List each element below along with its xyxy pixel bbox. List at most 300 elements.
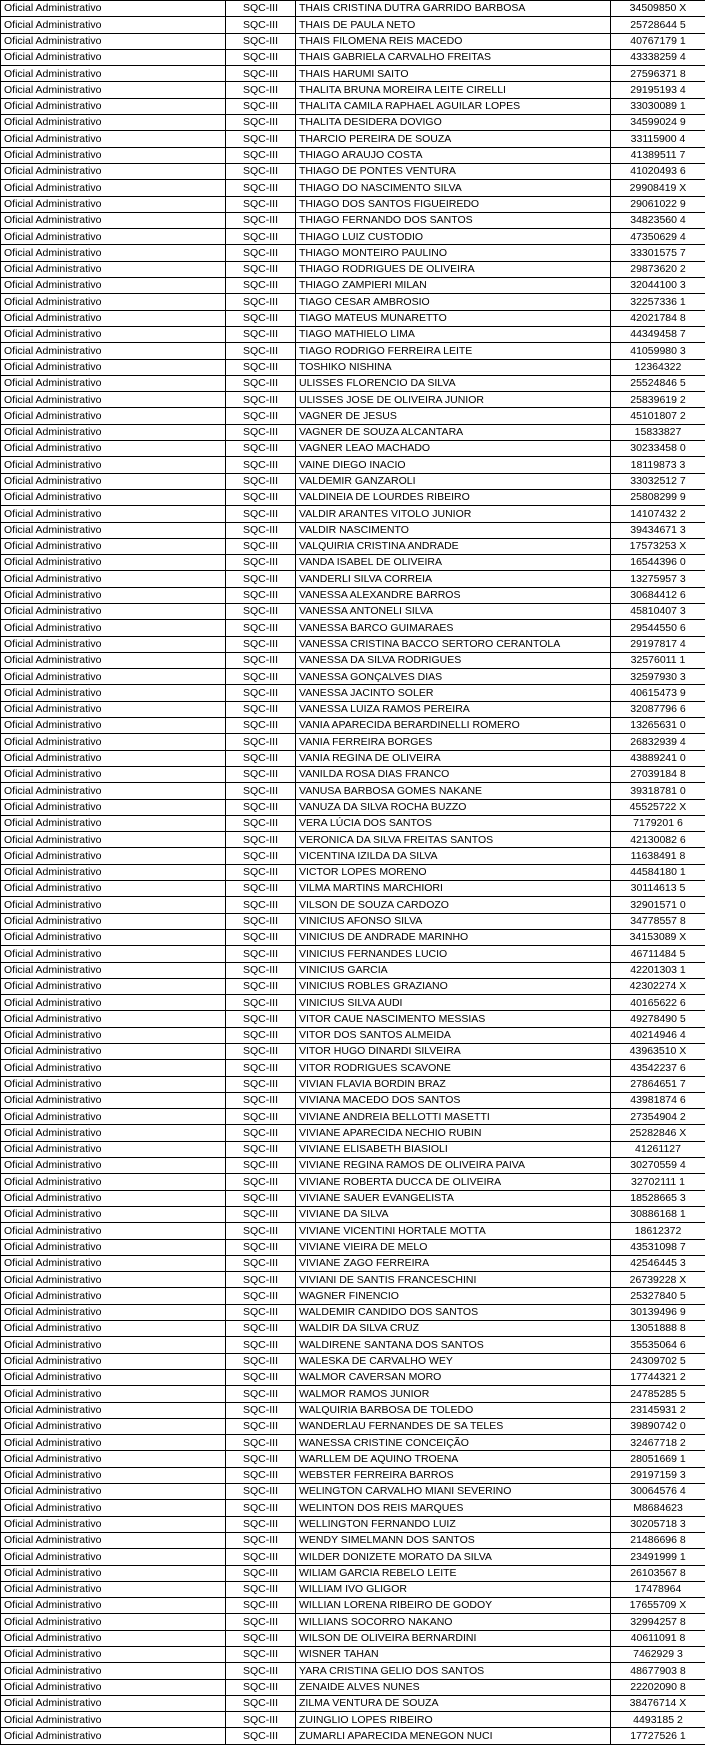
ref-cell: SQC-III	[226, 196, 296, 212]
name-cell: VANDERLI SILVA CORREIA	[296, 571, 611, 587]
name-cell: THIAGO DOS SANTOS FIGUEIREDO	[296, 196, 611, 212]
ref-cell: SQC-III	[226, 1565, 296, 1581]
cargo-cell: Oficial Administrativo	[1, 1484, 226, 1500]
ref-cell: SQC-III	[226, 278, 296, 294]
ref-cell: SQC-III	[226, 1044, 296, 1060]
table-row	[1, 147, 705, 163]
table-row	[1, 1581, 705, 1597]
cargo-cell: Oficial Administrativo	[1, 1223, 226, 1239]
cargo-cell: Oficial Administrativo	[1, 294, 226, 310]
cargo-cell: Oficial Administrativo	[1, 636, 226, 652]
name-cell: THAIS HARUMI SAITO	[296, 66, 611, 82]
table-row	[1, 1239, 705, 1255]
table-row	[1, 1125, 705, 1141]
table-row	[1, 1532, 705, 1548]
table-row	[1, 326, 705, 342]
table-row	[1, 1141, 705, 1157]
ref-cell: SQC-III	[226, 1484, 296, 1500]
table-row	[1, 1500, 705, 1516]
ref-cell: SQC-III	[226, 261, 296, 277]
ref-cell: SQC-III	[226, 424, 296, 440]
rg-cell: 21486696 8	[611, 1532, 705, 1548]
name-cell: ULISSES JOSE DE OLIVEIRA JUNIOR	[296, 392, 611, 408]
name-cell: ZENAIDE ALVES NUNES	[296, 1679, 611, 1695]
rg-cell: 25728644 5	[611, 17, 705, 33]
table-row	[1, 1, 705, 17]
ref-cell: SQC-III	[226, 82, 296, 98]
cargo-cell: Oficial Administrativo	[1, 538, 226, 554]
cargo-cell: Oficial Administrativo	[1, 913, 226, 929]
table-row	[1, 1272, 705, 1288]
name-cell: THARCIO PEREIRA DE SOUZA	[296, 131, 611, 147]
rg-cell: 4493185 2	[611, 1712, 705, 1728]
table-row	[1, 636, 705, 652]
cargo-cell: Oficial Administrativo	[1, 359, 226, 375]
table-row	[1, 701, 705, 717]
table-row	[1, 522, 705, 538]
ref-cell: SQC-III	[226, 1109, 296, 1125]
ref-cell: SQC-III	[226, 929, 296, 945]
ref-cell: SQC-III	[226, 1679, 296, 1695]
rg-cell: 40615473 9	[611, 685, 705, 701]
table-row	[1, 685, 705, 701]
name-cell: ZUMARLI APARECIDA MENEGON NUCI	[296, 1728, 611, 1745]
cargo-cell: Oficial Administrativo	[1, 815, 226, 831]
cargo-cell: Oficial Administrativo	[1, 278, 226, 294]
ref-cell: SQC-III	[226, 1223, 296, 1239]
cargo-cell: Oficial Administrativo	[1, 1728, 226, 1745]
name-cell: WILLIAN LORENA RIBEIRO DE GODOY	[296, 1598, 611, 1614]
name-cell: VANESSA CRISTINA BACCO SERTORO CERANTOLA	[296, 636, 611, 652]
cargo-cell: Oficial Administrativo	[1, 603, 226, 619]
cargo-cell: Oficial Administrativo	[1, 1044, 226, 1060]
cargo-cell: Oficial Administrativo	[1, 1060, 226, 1076]
name-cell: VIVIANA MACEDO DOS SANTOS	[296, 1092, 611, 1108]
cargo-cell: Oficial Administrativo	[1, 1630, 226, 1646]
name-cell: THIAGO DO NASCIMENTO SILVA	[296, 180, 611, 196]
table-row	[1, 1044, 705, 1060]
cargo-cell: Oficial Administrativo	[1, 1532, 226, 1548]
rg-cell: 24309702 5	[611, 1353, 705, 1369]
ref-cell: SQC-III	[226, 603, 296, 619]
table-row	[1, 1206, 705, 1222]
ref-cell: SQC-III	[226, 33, 296, 49]
rg-cell: M8684623	[611, 1500, 705, 1516]
rg-cell: 45101807 2	[611, 408, 705, 424]
rg-cell: 32994257 8	[611, 1614, 705, 1630]
name-cell: ZILMA VENTURA DE SOUZA	[296, 1695, 611, 1711]
rg-cell: 27596371 8	[611, 66, 705, 82]
rg-cell: 29195193 4	[611, 82, 705, 98]
ref-cell: SQC-III	[226, 359, 296, 375]
rg-cell: 40214946 4	[611, 1027, 705, 1043]
name-cell: VANESSA DA SILVA RODRIGUES	[296, 652, 611, 668]
table-row	[1, 1728, 705, 1745]
name-cell: VALDIR ARANTES VITOLO JUNIOR	[296, 506, 611, 522]
table-row	[1, 310, 705, 326]
cargo-cell: Oficial Administrativo	[1, 1418, 226, 1434]
name-cell: VICTOR LOPES MORENO	[296, 864, 611, 880]
ref-cell: SQC-III	[226, 538, 296, 554]
name-cell: WALDEMIR CANDIDO DOS SANTOS	[296, 1304, 611, 1320]
table-row	[1, 1060, 705, 1076]
rg-cell: 39318781 0	[611, 783, 705, 799]
cargo-cell: Oficial Administrativo	[1, 1174, 226, 1190]
rg-cell: 22202090 8	[611, 1679, 705, 1695]
ref-cell: SQC-III	[226, 1581, 296, 1597]
table-row	[1, 1321, 705, 1337]
rg-cell: 41389511 7	[611, 147, 705, 163]
rg-cell: 30205718 3	[611, 1516, 705, 1532]
rg-cell: 30270559 4	[611, 1158, 705, 1174]
rg-cell: 29197817 4	[611, 636, 705, 652]
rg-cell: 43963510 X	[611, 1044, 705, 1060]
cargo-cell: Oficial Administrativo	[1, 669, 226, 685]
cargo-cell: Oficial Administrativo	[1, 832, 226, 848]
ref-cell: SQC-III	[226, 620, 296, 636]
table-row	[1, 652, 705, 668]
cargo-cell: Oficial Administrativo	[1, 506, 226, 522]
ref-cell: SQC-III	[226, 1288, 296, 1304]
rg-cell: 34823560 4	[611, 212, 705, 228]
ref-cell: SQC-III	[226, 1321, 296, 1337]
ref-cell: SQC-III	[226, 1451, 296, 1467]
name-cell: THALITA CAMILA RAPHAEL AGUILAR LOPES	[296, 98, 611, 114]
cargo-cell: Oficial Administrativo	[1, 49, 226, 65]
table-row	[1, 359, 705, 375]
rg-cell: 43889241 0	[611, 750, 705, 766]
ref-cell: SQC-III	[226, 1549, 296, 1565]
name-cell: VERA LÚCIA DOS SANTOS	[296, 815, 611, 831]
cargo-cell: Oficial Administrativo	[1, 783, 226, 799]
table-row	[1, 669, 705, 685]
cargo-cell: Oficial Administrativo	[1, 326, 226, 342]
rg-cell: 27354904 2	[611, 1109, 705, 1125]
cargo-cell: Oficial Administrativo	[1, 1565, 226, 1581]
table-row	[1, 49, 705, 65]
cargo-cell: Oficial Administrativo	[1, 750, 226, 766]
rg-cell: 24785285 5	[611, 1386, 705, 1402]
table-row	[1, 1386, 705, 1402]
name-cell: VIVIANE ELISABETH BIASIOLI	[296, 1141, 611, 1157]
ref-cell: SQC-III	[226, 1418, 296, 1434]
table-row	[1, 1418, 705, 1434]
rg-cell: 42130082 6	[611, 832, 705, 848]
table-row	[1, 1435, 705, 1451]
table-row	[1, 1158, 705, 1174]
ref-cell: SQC-III	[226, 881, 296, 897]
table-row	[1, 473, 705, 489]
cargo-cell: Oficial Administrativo	[1, 1614, 226, 1630]
table-row	[1, 718, 705, 734]
ref-cell: SQC-III	[226, 1353, 296, 1369]
cargo-cell: Oficial Administrativo	[1, 701, 226, 717]
table-row	[1, 1288, 705, 1304]
table-row	[1, 1598, 705, 1614]
name-cell: THALITA BRUNA MOREIRA LEITE CIRELLI	[296, 82, 611, 98]
name-cell: WEBSTER FERREIRA BARROS	[296, 1467, 611, 1483]
ref-cell: SQC-III	[226, 815, 296, 831]
ref-cell: SQC-III	[226, 408, 296, 424]
rg-cell: 13275957 3	[611, 571, 705, 587]
cargo-cell: Oficial Administrativo	[1, 652, 226, 668]
name-cell: WILSON DE OLIVEIRA BERNARDINI	[296, 1630, 611, 1646]
rg-cell: 33032512 7	[611, 473, 705, 489]
cargo-cell: Oficial Administrativo	[1, 718, 226, 734]
ref-cell: SQC-III	[226, 897, 296, 913]
ref-cell: SQC-III	[226, 229, 296, 245]
ref-cell: SQC-III	[226, 131, 296, 147]
name-cell: VANIA APARECIDA BERARDINELLI ROMERO	[296, 718, 611, 734]
ref-cell: SQC-III	[226, 115, 296, 131]
table-row	[1, 881, 705, 897]
rg-cell: 18612372	[611, 1223, 705, 1239]
cargo-cell: Oficial Administrativo	[1, 1288, 226, 1304]
name-cell: TOSHIKO NISHINA	[296, 359, 611, 375]
rg-cell: 41261127	[611, 1141, 705, 1157]
table-row	[1, 1516, 705, 1532]
ref-cell: SQC-III	[226, 1663, 296, 1679]
name-cell: WANESSA CRISTINE CONCEIÇÃO	[296, 1435, 611, 1451]
name-cell: WARLLEM DE AQUINO TROENA	[296, 1451, 611, 1467]
ref-cell: SQC-III	[226, 375, 296, 391]
cargo-cell: Oficial Administrativo	[1, 1141, 226, 1157]
rg-cell: 46711484 5	[611, 946, 705, 962]
table-row	[1, 734, 705, 750]
cargo-cell: Oficial Administrativo	[1, 1027, 226, 1043]
table-row	[1, 131, 705, 147]
table-row	[1, 180, 705, 196]
name-cell: VALDIR NASCIMENTO	[296, 522, 611, 538]
ref-cell: SQC-III	[226, 163, 296, 179]
name-cell: VINICIUS AFONSO SILVA	[296, 913, 611, 929]
cargo-cell: Oficial Administrativo	[1, 522, 226, 538]
rg-cell: 40165622 6	[611, 995, 705, 1011]
cargo-cell: Oficial Administrativo	[1, 1158, 226, 1174]
rg-cell: 29197159 3	[611, 1467, 705, 1483]
name-cell: VALDEMIR GANZAROLI	[296, 473, 611, 489]
cargo-cell: Oficial Administrativo	[1, 1321, 226, 1337]
rg-cell: 48677903 8	[611, 1663, 705, 1679]
cargo-cell: Oficial Administrativo	[1, 1304, 226, 1320]
cargo-cell: Oficial Administrativo	[1, 1712, 226, 1728]
name-cell: WELINGTON CARVALHO MIANI SEVERINO	[296, 1484, 611, 1500]
name-cell: VANESSA GONÇALVES DIAS	[296, 669, 611, 685]
table-row	[1, 555, 705, 571]
cargo-cell: Oficial Administrativo	[1, 1386, 226, 1402]
table-row	[1, 98, 705, 114]
table-row	[1, 832, 705, 848]
cargo-cell: Oficial Administrativo	[1, 245, 226, 261]
ref-cell: SQC-III	[226, 832, 296, 848]
rg-cell: 25524846 5	[611, 375, 705, 391]
ref-cell: SQC-III	[226, 799, 296, 815]
cargo-cell: Oficial Administrativo	[1, 1598, 226, 1614]
table-row	[1, 1353, 705, 1369]
rg-cell: 45525722 X	[611, 799, 705, 815]
cargo-cell: Oficial Administrativo	[1, 1549, 226, 1565]
name-cell: WELINTON DOS REIS MARQUES	[296, 1500, 611, 1516]
table-row	[1, 375, 705, 391]
ref-cell: SQC-III	[226, 571, 296, 587]
cargo-cell: Oficial Administrativo	[1, 1076, 226, 1092]
cargo-cell: Oficial Administrativo	[1, 473, 226, 489]
rg-cell: 29908419 X	[611, 180, 705, 196]
name-cell: WENDY SIMELMANN DOS SANTOS	[296, 1532, 611, 1548]
table-row	[1, 1174, 705, 1190]
cargo-cell: Oficial Administrativo	[1, 1239, 226, 1255]
ref-cell: SQC-III	[226, 1598, 296, 1614]
table-row	[1, 408, 705, 424]
ref-cell: SQC-III	[226, 180, 296, 196]
rg-cell: 17655709 X	[611, 1598, 705, 1614]
ref-cell: SQC-III	[226, 587, 296, 603]
name-cell: WALESKA DE CARVALHO WEY	[296, 1353, 611, 1369]
rg-cell: 29061022 9	[611, 196, 705, 212]
table-row	[1, 1663, 705, 1679]
table-row	[1, 294, 705, 310]
name-cell: VIVIANE ROBERTA DUCCA DE OLIVEIRA	[296, 1174, 611, 1190]
personnel-table-body	[1, 1, 705, 1745]
name-cell: VANUSA BARBOSA GOMES NAKANE	[296, 783, 611, 799]
rg-cell: 25839619 2	[611, 392, 705, 408]
ref-cell: SQC-III	[226, 1, 296, 17]
ref-cell: SQC-III	[226, 1076, 296, 1092]
rg-cell: 26832939 4	[611, 734, 705, 750]
table-row	[1, 815, 705, 831]
table-row	[1, 799, 705, 815]
cargo-cell: Oficial Administrativo	[1, 685, 226, 701]
ref-cell: SQC-III	[226, 555, 296, 571]
rg-cell: 41059980 3	[611, 343, 705, 359]
name-cell: THIAGO FERNANDO DOS SANTOS	[296, 212, 611, 228]
name-cell: VINICIUS GARCIA	[296, 962, 611, 978]
name-cell: VINICIUS FERNANDES LUCIO	[296, 946, 611, 962]
rg-cell: 40611091 8	[611, 1630, 705, 1646]
table-row	[1, 1484, 705, 1500]
table-row	[1, 1549, 705, 1565]
rg-cell: 49278490 5	[611, 1011, 705, 1027]
name-cell: WILLIAM IVO GLIGOR	[296, 1581, 611, 1597]
ref-cell: SQC-III	[226, 1369, 296, 1385]
cargo-cell: Oficial Administrativo	[1, 1500, 226, 1516]
rg-cell: 16544396 0	[611, 555, 705, 571]
name-cell: VANIA FERREIRA BORGES	[296, 734, 611, 750]
rg-cell: 17744321 2	[611, 1369, 705, 1385]
rg-cell: 32257336 1	[611, 294, 705, 310]
table-row	[1, 538, 705, 554]
cargo-cell: Oficial Administrativo	[1, 881, 226, 897]
ref-cell: SQC-III	[226, 1402, 296, 1418]
table-row	[1, 587, 705, 603]
rg-cell: 25327840 5	[611, 1288, 705, 1304]
name-cell: WALQUIRIA BARBOSA DE TOLEDO	[296, 1402, 611, 1418]
table-row	[1, 343, 705, 359]
ref-cell: SQC-III	[226, 1125, 296, 1141]
rg-cell: 34153089 X	[611, 929, 705, 945]
rg-cell: 17478964	[611, 1581, 705, 1597]
rg-cell: 44349458 7	[611, 326, 705, 342]
cargo-cell: Oficial Administrativo	[1, 799, 226, 815]
table-row	[1, 261, 705, 277]
cargo-cell: Oficial Administrativo	[1, 1663, 226, 1679]
cargo-cell: Oficial Administrativo	[1, 848, 226, 864]
ref-cell: SQC-III	[226, 326, 296, 342]
rg-cell: 29544550 6	[611, 620, 705, 636]
rg-cell: 40767179 1	[611, 33, 705, 49]
cargo-cell: Oficial Administrativo	[1, 946, 226, 962]
cargo-cell: Oficial Administrativo	[1, 1467, 226, 1483]
cargo-cell: Oficial Administrativo	[1, 734, 226, 750]
rg-cell: 14107432 2	[611, 506, 705, 522]
table-row	[1, 1679, 705, 1695]
name-cell: VANIA REGINA DE OLIVEIRA	[296, 750, 611, 766]
table-row	[1, 1092, 705, 1108]
name-cell: VAINE DIEGO INACIO	[296, 457, 611, 473]
rg-cell: 34778557 8	[611, 913, 705, 929]
cargo-cell: Oficial Administrativo	[1, 115, 226, 131]
ref-cell: SQC-III	[226, 962, 296, 978]
table-row	[1, 995, 705, 1011]
ref-cell: SQC-III	[226, 864, 296, 880]
rg-cell: 25282846 X	[611, 1125, 705, 1141]
table-row	[1, 1451, 705, 1467]
ref-cell: SQC-III	[226, 750, 296, 766]
name-cell: VIVIANE VICENTINI HORTALE MOTTA	[296, 1223, 611, 1239]
name-cell: THAIS CRISTINA DUTRA GARRIDO BARBOSA	[296, 1, 611, 17]
ref-cell: SQC-III	[226, 701, 296, 717]
rg-cell: 43981874 6	[611, 1092, 705, 1108]
ref-cell: SQC-III	[226, 1174, 296, 1190]
rg-cell: 43531098 7	[611, 1239, 705, 1255]
rg-cell: 42201303 1	[611, 962, 705, 978]
table-row	[1, 392, 705, 408]
rg-cell: 27039184 8	[611, 766, 705, 782]
ref-cell: SQC-III	[226, 245, 296, 261]
rg-cell: 44584180 1	[611, 864, 705, 880]
cargo-cell: Oficial Administrativo	[1, 98, 226, 114]
name-cell: VITOR DOS SANTOS ALMEIDA	[296, 1027, 611, 1043]
cargo-cell: Oficial Administrativo	[1, 1451, 226, 1467]
ref-cell: SQC-III	[226, 1141, 296, 1157]
table-row	[1, 1614, 705, 1630]
cargo-cell: Oficial Administrativo	[1, 1516, 226, 1532]
ref-cell: SQC-III	[226, 718, 296, 734]
ref-cell: SQC-III	[226, 783, 296, 799]
rg-cell: 7462929 3	[611, 1646, 705, 1662]
rg-cell: 30684412 6	[611, 587, 705, 603]
ref-cell: SQC-III	[226, 1011, 296, 1027]
name-cell: WALDIRENE SANTANA DOS SANTOS	[296, 1337, 611, 1353]
ref-cell: SQC-III	[226, 946, 296, 962]
rg-cell: 39434671 3	[611, 522, 705, 538]
rg-cell: 32087796 6	[611, 701, 705, 717]
table-row	[1, 33, 705, 49]
name-cell: VINICIUS DE ANDRADE MARINHO	[296, 929, 611, 945]
table-row	[1, 196, 705, 212]
table-row	[1, 1646, 705, 1662]
ref-cell: SQC-III	[226, 343, 296, 359]
cargo-cell: Oficial Administrativo	[1, 1679, 226, 1695]
rg-cell: 32901571 0	[611, 897, 705, 913]
name-cell: TIAGO RODRIGO FERREIRA LEITE	[296, 343, 611, 359]
cargo-cell: Oficial Administrativo	[1, 343, 226, 359]
rg-cell: 7179201 6	[611, 815, 705, 831]
table-row	[1, 1630, 705, 1646]
cargo-cell: Oficial Administrativo	[1, 1092, 226, 1108]
ref-cell: SQC-III	[226, 1092, 296, 1108]
name-cell: VAGNER LEAO MACHADO	[296, 441, 611, 457]
